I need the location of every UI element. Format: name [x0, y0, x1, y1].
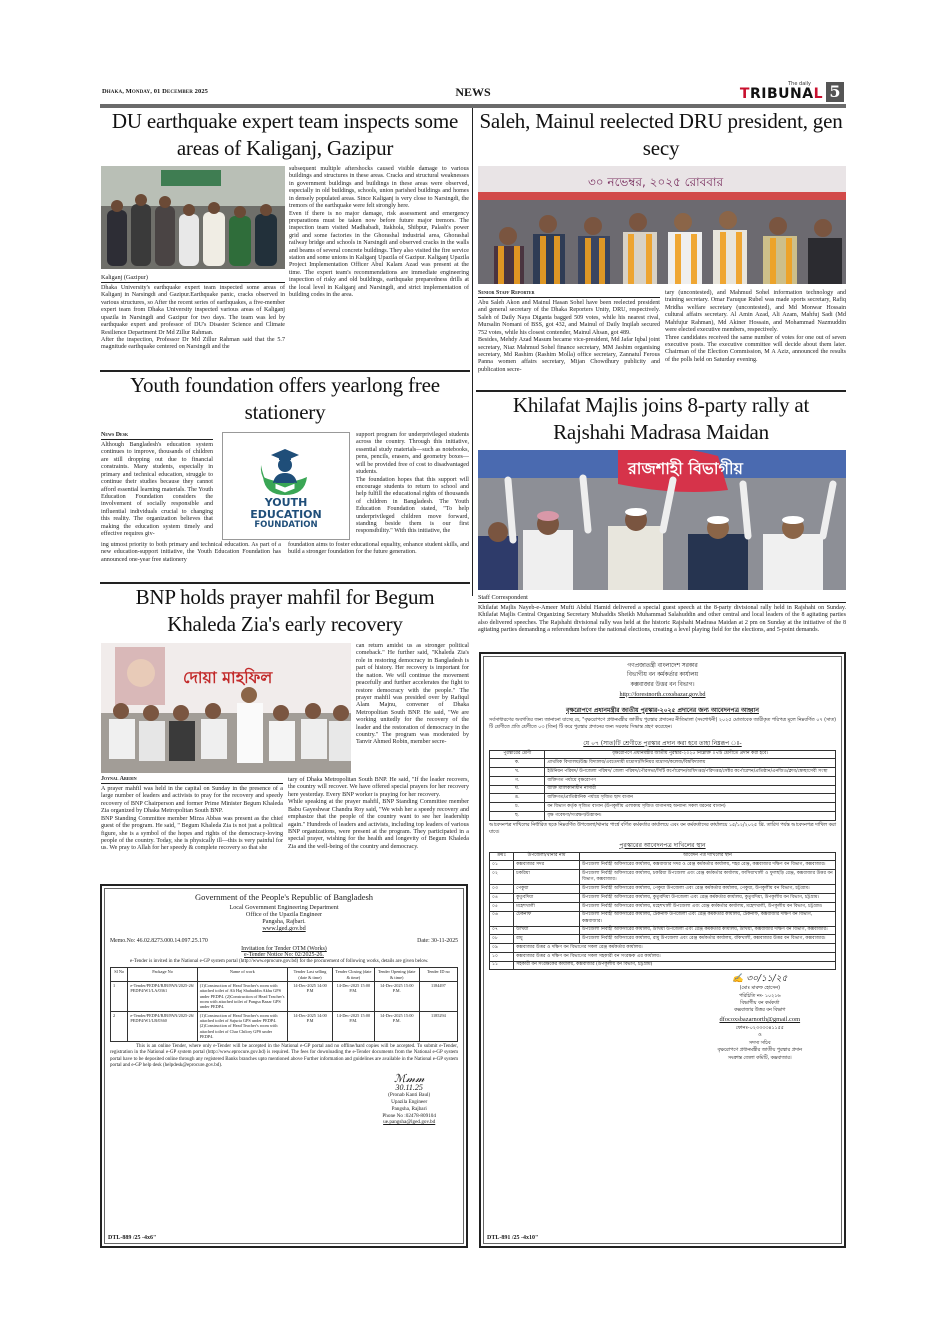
- table-row: [111, 1011, 458, 1041]
- table-cell: ব্যক্তি মালিকানাধীন নার্সারী: [545, 785, 836, 794]
- youth-col2-bottom: [288, 542, 469, 557]
- headline: Saleh, Mainul reelected DRU president, gen secy: [479, 109, 843, 161]
- signatory-id: পরিচিতি নং- ১০২১৬: [739, 993, 781, 999]
- bnp-col2-bottom: [288, 777, 469, 851]
- paragraph: A prayer mahfil was held in the capital on Sunday in the presence of a large number of leaders and activists to pray for the recovery and speedy recovery of BNP Chairperson and former Prime Minister Begum Khaleda Zia organized by Dhaka Metropolitan South BNP.: [101, 786, 283, 815]
- table-cell: ০২: [490, 870, 514, 885]
- signatory-email[interactable]: ue.pangsha@lged.gov.bd: [383, 1119, 436, 1126]
- table-cell: 14-Dec-2025 15:00 P.M.: [333, 981, 375, 1011]
- byline: News Desk: [101, 432, 213, 440]
- photo-khilafat-image: [478, 450, 846, 590]
- article-youth-foundation: [100, 372, 470, 427]
- article-body: [478, 300, 660, 374]
- signatory-title: Upazila Engineer: [391, 1099, 428, 1106]
- paragraph: Abu Saleh Akon and Mainul Hasan Sohel have been reelected president and general secretary of the Dhaka Reporters Unity, DRU, respectively. Saleh of Daily Naya Diganta bagged 509 votes, while his nearest rival, Mursalin Nomani of BSS, got 432, and Mainul of Daily Inqilab secured 752 votes, while his closest contender, Mainul Ahsan, got 489.: [478, 300, 660, 336]
- signature-date: 30.11.25: [395, 1082, 423, 1092]
- table-body: [111, 981, 458, 1041]
- column-header: পুরস্কারের শ্রেণী: [490, 750, 545, 759]
- photo-bnp-mahfil: [101, 643, 351, 773]
- photo-dru-image: [478, 166, 846, 284]
- table-cell: চ.: [490, 803, 545, 812]
- ad-memo-row: [110, 938, 458, 944]
- youth-education-foundation-logo: [222, 432, 350, 540]
- places-table: [489, 852, 836, 971]
- photo-du-team-image: [101, 166, 285, 269]
- photo-bnp-image: [101, 643, 351, 773]
- signature-line: [718, 974, 802, 985]
- ad-website-link[interactable]: http://forestnorth.coxsbazar.gov.bd: [619, 690, 706, 698]
- paragraph: tary of Dhaka Metropolitan South BNP. He said, "If the leader recovers, the country will recover. We have offered special prayers for her recovery here yesterday. Every BNP worker is praying for her recovery.: [288, 777, 469, 798]
- photo-caption: Kaliganj (Gazipur): [101, 274, 285, 283]
- headline: DU earthquake expert team inspects some areas of Kaliganj, Gazipur: [111, 109, 459, 161]
- table-cell: ০৩: [490, 885, 514, 894]
- signature-date: ৩০/১১/২৫: [746, 974, 788, 985]
- committee-line: বৃক্ষরোপণে প্রধানমন্ত্রীর জাতীয় পুরস্কার প্রদান: [717, 1048, 802, 1054]
- banner-text: দোয়া মাহফিল: [183, 668, 273, 687]
- bnp-col1: [101, 776, 283, 853]
- article-khilafat: [476, 392, 846, 447]
- table-cell: e-Tender/PEDP4/RJB/PAN/2025-26/PEDP4/W1/LA/0361: [128, 981, 197, 1011]
- logo-letter-t: T: [739, 86, 750, 102]
- tender-title: Invitation for Tender OTM (Works): [241, 946, 327, 952]
- table-cell: ঘ.: [490, 785, 545, 794]
- ad-org: Pangsha, Rajbari.: [262, 918, 306, 925]
- signatory-office: কক্সবাজার উত্তর বন বিভাগ: [734, 1008, 786, 1014]
- ad-org: Office of the Upazila Engineer: [245, 911, 323, 918]
- ad-org: গণপ্রজাতন্ত্রী বাংলাদেশ সরকার: [627, 663, 698, 669]
- youth-col2: [356, 432, 469, 536]
- ad-forest-award: [479, 652, 846, 1248]
- table-row: [490, 911, 836, 926]
- table-cell: উপজেলা নির্বাহী অফিসারের কার্যালয়, রামু উপজেলা এবং রেঞ্জ কর্মকর্তার কার্যালয়, বাঁকখালী, কক্সবাজার উত্তর বন বিভাগ, কক্সবাজার।: [579, 935, 835, 944]
- table-cell: ০৬: [490, 911, 514, 926]
- logo-stack: [740, 82, 823, 102]
- table-cell: ঙ.: [490, 794, 545, 803]
- table-row: [490, 776, 836, 785]
- table-cell: 14-Dec-2025 15:00 P.M.: [333, 1011, 375, 1041]
- table-row: [490, 759, 836, 768]
- categories-title: যে ০৭ (সাত)টি শ্রেণীতে পুরস্কার প্রদান করা হবে তাহা নিম্নরূপ ঃ-: [583, 739, 742, 747]
- table-cell: ১১: [490, 961, 514, 970]
- table-row: [490, 926, 836, 935]
- tender-notice-no: e-Tender Notice No: 02/2025-26.: [244, 952, 324, 958]
- table-row: [490, 944, 836, 953]
- table-cell: 1184497: [419, 981, 457, 1011]
- table-row: [490, 803, 836, 812]
- headline: BNP holds prayer mahfil for Begum Khaleda Zia's early recovery: [135, 585, 435, 637]
- table-row: [490, 893, 836, 902]
- table-cell: ০৭: [490, 926, 514, 935]
- paragraph: The foundation hopes that this support will encourage students to return to school and help fulfill the educational rights of thousands of children in Bangladesh. The Youth Education Foundation stated, "To help underprivileged children move forward, standing beside them is our first responsibility." With this initiative, the: [356, 476, 469, 535]
- column-header: বৃক্ষরোপণে প্রধানমন্ত্রীর জাতীয় পুরস্কার-২০২৫ নিম্নোক্ত ০৭টি শ্রেণীতে প্রদান করা হবে।: [545, 750, 836, 759]
- masthead: [100, 80, 846, 104]
- column-divider: [472, 108, 473, 596]
- table-cell: উপজেলা নির্বাহী অফিসারের কার্যালয়, চকরিয়া উপজেলা এবং রেঞ্জ কর্মকর্তার কার্যালয়, ফাসিয়াখালী ও ফুলছড়ি রেঞ্জ, কক্সবাজার উত্তর বন বিভাগ, কক্সবাজার।: [579, 870, 835, 885]
- table-cell: 14-Dec-2025 15:00 P.M.: [374, 1011, 419, 1041]
- youth-col1: [101, 432, 213, 538]
- table-cell: ১০: [490, 952, 514, 961]
- article-body: [289, 166, 469, 300]
- table-row: [490, 952, 836, 961]
- table-row: [490, 885, 836, 894]
- signature-scribble: ✍: [732, 974, 747, 985]
- table-cell: ০৪: [490, 893, 514, 902]
- dru-col2: [665, 290, 846, 364]
- table-cell: কক্সবাজার সদর: [514, 861, 580, 870]
- article-body: [101, 285, 285, 352]
- article-body: Although Bangladesh's education system continues to improve, thousands of children are still dropping out due to financial constraints. Many students, especially in primary and technical education, struggle to continue their studies because they cannot afford essential learning materials. The Youth Education Foundation considers the involvement of socially responsible and influential individuals crucial to changing this reality. The organization believes that making the education system timely and effective requires giv-: [101, 442, 213, 538]
- column-header: উপজেলা/থানার নাম: [514, 852, 580, 861]
- signature-block: [718, 974, 802, 1062]
- paragraph: BNP Standing Committee member Mirza Abbas was present as the chief guest of the program. He said, " Begum Khaleda Zia is not just a political figure, she is a symbol of the hopes and rights of the democracy-loving people of the country. Today, she is physically ill—this is very painful for us. We pray to Allah for her speedy & complete recovery so that she: [101, 815, 283, 852]
- table-cell: 14-Dec-2025 14:00 P.M: [287, 1011, 332, 1041]
- table-row: [490, 902, 836, 911]
- logo-wordmark: [740, 87, 823, 102]
- table-cell: উপজেলা নির্বাহী অফিসারের কার্যালয়, টেকনাফ উপজেলা এবং রেঞ্জ কর্মকর্তার কার্যালয়, টেকনাফ, কক্সবাজার দক্ষিণ বন বিভাগ, কক্সবাজার।: [579, 911, 835, 926]
- article-du-earthquake: [100, 108, 470, 163]
- article-body: [101, 786, 283, 853]
- ad-org: Local Government Engineering Department: [229, 904, 339, 911]
- table-cell: (1)Construction of Head Teacher's room with attached toilet of Ali Haj Shahuddin Akhu GPS under PEDP4. (2)Construction of Head Teacher's room with attached toilet of Pangsa Bazar GPS under PEDP4.: [197, 981, 287, 1011]
- table-body: [490, 861, 836, 970]
- column-header: আবেদন পত্র দাখিলের স্থান: [579, 852, 835, 861]
- table-body: [490, 759, 836, 820]
- table-cell: (1)Construction of Head Teacher's room with attached toilet of Sajuria GPS under PEDP4. (2)Construction of Head Teacher's room with attached toilet of Char Chilory GPS under PEDP4.: [197, 1011, 287, 1041]
- tender-table: [110, 967, 458, 1041]
- signatory-place: Pangsha, Rajbari: [391, 1105, 427, 1112]
- headline: Youth foundation offers yearlong free stationery: [130, 373, 440, 425]
- byline: Senior Staff Reporter: [478, 290, 660, 298]
- categories-table: [489, 750, 836, 821]
- headline: Khilafat Majlis joins 8-party rally at Rajshahi Madrasa Maidan: [512, 393, 810, 445]
- photo-du-team: [101, 166, 285, 269]
- signatory-title: বিভাগীয় বন কর্মকর্তা: [740, 1001, 780, 1007]
- table-cell: প্রাথমিক বিদ্যালয়/উচ্চ বিদ্যালয়/এবতেদায়ী মাদ্রাসা/সিনিয়র মাদ্রাসা/কলেজ/বিশ্ববিদ্যালয়: [545, 759, 836, 768]
- table-cell: উপজেলা নির্বাহী অফিসারের কার্যালয়, কক্সবাজার সদর ও রেঞ্জ কর্মকর্তার কার্যালয়, শহর রেঞ্জ, কক্সবাজার দক্ষিণ বন বিভাগ, কক্সবাজার।: [579, 861, 835, 870]
- section-title: NEWS: [455, 85, 491, 99]
- paragraph: subsequent multiple aftershocks caused visible damage to various buildings and structures in these areas. Cracks and structural weaknesses in government buildings and buildings in these areas were observed, especially in old buildings, schools, union parished buildings and homes in densely populated areas. Since Kaliganj is very close to Narsingdi, the tremors of the earthquake were felt strongly here.: [289, 166, 469, 210]
- du-col1: [101, 274, 285, 352]
- table-cell: e-Tender/PEDP4/RJB/PAN/2025-26/PEDP4/W1/LB/0360: [128, 1011, 197, 1041]
- newspaper-page: [100, 80, 846, 1241]
- ad-content: [489, 662, 836, 1232]
- logo-line: YOUTH: [264, 496, 308, 509]
- article-dru: [476, 108, 846, 163]
- column-header: Tender Closing (date & time): [333, 968, 375, 982]
- table-cell: উখিয়া: [514, 926, 580, 935]
- article-body: [665, 290, 846, 364]
- signatory-name: (মোঃ মারুফ হোসেন): [739, 986, 780, 992]
- table-row: [490, 870, 836, 885]
- table-cell: ছ.: [490, 812, 545, 821]
- signatory-phone: Phone No :02478-809104: [382, 1112, 436, 1119]
- ad-org: বিভাগীয় বন কর্মকর্তার কার্যালয়: [626, 672, 698, 679]
- table-cell: উপজেলা নির্বাহী অফিসারের কার্যালয়, পেকুয়া উপজেলা এবং রেঞ্জ কর্মকর্তার কার্যালয়, পেকুয়া, উপকূলীয় বন বিভাগ, চট্টগ্রাম।: [579, 885, 835, 894]
- page-number: 5: [826, 82, 844, 102]
- signatory-role: সদস্য সচিব: [748, 1040, 771, 1046]
- table-cell: গ.: [490, 776, 545, 785]
- table-cell: ০১: [490, 861, 514, 870]
- table-cell: বৃক্ষ গবেষণা/সংরক্ষণ/উদ্ভাবন।: [545, 812, 836, 821]
- table-cell: সহকারী বন সংরক্ষকের কার্যালয়, কক্সবাজার (উপকূলীয় বন বিভাগ, চট্টগ্রাম): [514, 961, 836, 970]
- table-cell: ব্যক্তিগত পর্যায়ে বৃক্ষরোপণ: [545, 776, 836, 785]
- article-body: can return amidst us as stronger political comeback." He further said, "Khaleda Zia's role in restoring democracy in Bangladesh is part of history. Her recovery is important for the nation. We will continue the movement peacefully and further accelerates the fight to restore democracy with the people." The prayer mahfil was presided over by Rafiqul Alam Majnu, convener of Dhaka Metropolitan South BNP. He said, "We are working unitedly for the recovery of the leader and the restoration of democracy in the country." The program was moderated by Tanvir Ahmed Robin, member secre-: [356, 643, 469, 746]
- table-cell: মহেশখালী: [514, 902, 580, 911]
- ad-content: [110, 892, 458, 1232]
- ad-intro: সর্বসাধারণের অবগতির জন্য জানানো যাচ্ছে যে, "বৃক্ষরোপণে প্রধানমন্ত্রীর জাতীয় পুরস্কার প্রদানের নীতিমালা (সংশোধনী) ২০২৫ মোতাবেক জারীকৃত পরিপত্র মূলে নিম্নবর্ণিত ০৭ (সাত) টি শ্রেণীতে প্রতি শ্রেণীতে ০৩ (তিন) টি করে পুরস্কার প্রদানের জন্য সরকার সিদ্ধান্ত গ্রহণ করেছেন।: [489, 717, 836, 731]
- table-cell: ইউনিয়ন পরিষদ/ উপজেলা পরিষদ/ জেলা পরিষদ/পৌরসভা/সিটি কর্পোরেশন/অধিদপ্তর/পরিদপ্তর/সেক্টর কর্পোরেশন/প্রতিষ্ঠান/এনজিও/ক্লাব/স্বেচ্ছাসেবী সংস্থা: [545, 768, 836, 777]
- byline: Joynal Abedin: [101, 776, 283, 784]
- paragraph: Besides, Mehdy Azad Masum became vice-president, Md Jafar Iqbal joint secretary, Niaz Mahmud Sohel finance secretary, MM Jashim organising secretary, Md Rashim (Rashim Molla) office secretary, Zannatul Ferous Panna women affairs secretary, Mijan Chowdhury publicity and publication secre-: [478, 337, 660, 373]
- logo-prefix: The daily: [788, 81, 811, 87]
- byline: Staff Correspondent: [478, 594, 846, 603]
- tender-intro: e-Tender is invited in the National e-GP system portal (http://www.eprocure.gov.bd) for the procurement of following works, details are given below.: [130, 959, 429, 964]
- deadline-text: আবেদনপত্র দাখিলের নির্ধারিত ছকে নিম্নবর্ণিত উপজেলা/থানার পার্শ্বে বর্ণিত কর্মকর্তার কার্যালয়ে এবং বন কর্মকর্তাদের কার্যালয়ে ১৫/১২/২০২৫ খ্রি. তারিখ পর্যন্ত আবেদনপত্র দাখিল করা যাবে।: [489, 822, 836, 836]
- signatory-phone: ফোনঃ-০২৩৩৩৩৪১১৫৫: [735, 1025, 784, 1031]
- memo-date: Date: 30-11-2025: [417, 938, 458, 944]
- table-header-row: [111, 968, 458, 982]
- signatory-conjunction: ও: [758, 1033, 762, 1039]
- ad-title: বৃক্ষরোপণে প্রধানমন্ত্রীর জাতীয় পুরস্কার-২০২৫ প্রদানের জন্য আবেদনপত্র আহ্বান: [566, 706, 759, 714]
- table-cell: বন বিভাগ কর্তৃক সৃজিত বাগান (উপকূলীয় এলাকায় সৃজিত বাগানসহ অন্যান্য সকল ধরনের বাগান): [545, 803, 836, 812]
- ad-website-link[interactable]: www.lged.gov.bd: [262, 925, 306, 932]
- signature-block: [382, 1073, 436, 1127]
- table-cell: খ.: [490, 768, 545, 777]
- table-row: [490, 935, 836, 944]
- banner-text: ৩০ নভেম্বর, ২০২৫ রোববার: [588, 175, 724, 189]
- table-cell: টেকনাফ: [514, 911, 580, 926]
- table-cell: উপজেলা নির্বাহী অফিসারের কার্যালয়, কুতুবদিয়া উপজেলা এবং রেঞ্জ কর্মকর্তার কার্যালয়, কুতুবদিয়া, উপকূলীয় বন বিভাগ, চট্টগ্রাম।: [579, 893, 835, 902]
- table-cell: ০৯: [490, 944, 514, 953]
- du-col2: [289, 166, 469, 300]
- article-body: [288, 777, 469, 851]
- paragraph: tary (uncontested), and Mahmud Sohel information technology and training secretary. Omar Faruque Rubel was made sports secretary, Rafiq Mridha welfare secretary (uncontested), and Md Monwar Hossain cultural affairs secretary. Al Amin Azad, Ali Azam, Mahfuj Sadi (Md Mahfujur Rahman), Md Akiner Hossain, and Mohammad Nazmuddin were elected executive members, respectively.: [665, 290, 846, 334]
- table-cell: 14-Dec-2025 15:00 P.M.: [374, 981, 419, 1011]
- table-cell: ব্যক্তিগত/প্রাতিষ্ঠানিক পর্যায়ে সৃজিত ছাদ বাগান: [545, 794, 836, 803]
- logo-letter-l: L: [813, 86, 823, 102]
- table-cell: 1: [111, 981, 128, 1011]
- logo-line: EDUCATION: [250, 508, 322, 522]
- table-cell: রামু: [514, 935, 580, 944]
- logo-letters: RIBUNA: [749, 86, 814, 102]
- ad-code: DTL-891 /25 -4x10": [487, 1235, 539, 1241]
- table-cell: 1185294: [419, 1011, 457, 1041]
- article-bnp: [100, 584, 470, 639]
- places-title: পুরস্কারের আবেদনপত্র দাখিলের স্থান: [619, 841, 706, 849]
- table-cell: কক্সবাজার উত্তর ও দক্ষিণ বন বিভাগের সকল রেঞ্জ কর্মকর্তার কার্যালয়।: [514, 944, 836, 953]
- column-header: Name of work: [197, 968, 287, 982]
- ad-code: DTL-889 /25 -4x6": [108, 1235, 157, 1241]
- column-header: Package No: [128, 968, 197, 982]
- table-cell: ০৫: [490, 902, 514, 911]
- column-header: Tender Last selling (date & time): [287, 968, 332, 982]
- table-cell: পেকুয়া: [514, 885, 580, 894]
- photo-dru: [478, 166, 846, 284]
- signatory-name: (Pronab Kanti Baul): [388, 1092, 431, 1099]
- paragraph: Three candidates received the same number of votes for one out of seven executive posts. The executive committee will decide about them later. Chairman of the Election Commission, M A Aziz, announced the results of the polls held on Saturday evening.: [665, 334, 846, 363]
- ad-lged-tender: [100, 884, 468, 1248]
- table-row: [111, 981, 458, 1011]
- bnp-col2-top: [356, 643, 469, 747]
- paragraph: After the inspection, Professor Dr Md Zillur Rahman said that the 5.7 magnitude earthquake centered on Narsingdi and the: [101, 336, 285, 351]
- article-body: foundation aims to foster educational equality, enhance student skills, and build a stronger foundation for the future generation.: [288, 542, 469, 556]
- table-cell: কক্সবাজার উত্তর ও দক্ষিণ বন বিভাগের সকল সহকারী বন সংরক্ষক এর কার্যালয়।: [514, 952, 836, 961]
- khilafat-body: [478, 594, 846, 635]
- photo-khilafat-rally: [478, 450, 846, 590]
- column-header: Sl No: [111, 968, 128, 982]
- column-header: Tender Opening (date & time): [374, 968, 419, 982]
- banner-text: রাজশাহী বিভাগীয়: [628, 459, 743, 478]
- table-row: [490, 785, 836, 794]
- table-cell: ক.: [490, 759, 545, 768]
- column-header: Tender ID no: [419, 968, 457, 982]
- column-header: ক্রমঃ: [490, 852, 514, 861]
- article-body: ing utmost priority to both primary and technical education. As part of a new education-support initiative, the Youth Education Foundation has announced one-year free stationery: [101, 542, 281, 563]
- table-cell: উপজেলা নির্বাহী অফিসারের কার্যালয়, উখিয়া উপজেলা এবং রেঞ্জ কর্মকর্তার কার্যালয়, উখিয়া, কক্সবাজার দক্ষিণ বন বিভাগ, কক্সবাজার।: [579, 926, 835, 935]
- ad-org: কক্সবাজার উত্তর বন বিভাগ।: [630, 681, 695, 688]
- paragraph: While speaking at the prayer mahfil, BNP Standing Committee member Babu Gayeshwar Chandra Roy said, "We wish her a speedy recovery and emphasize that the people of the country want to see her leadership again." Hundreds of leaders and activists, including top leaders of various BNP organizations, were present at the program. They participated in a special prayer, wishing for the health and longevity of Begum Khaleda Zia and the well-being of the country and democracy.: [288, 799, 469, 850]
- committee-line: সংক্রান্ত জেলা কমিটি, কক্সবাজার।: [727, 1055, 792, 1061]
- table-row: [490, 812, 836, 821]
- table-row: [490, 794, 836, 803]
- table-cell: চকরিয়া: [514, 870, 580, 885]
- table-row: [490, 768, 836, 777]
- paragraph: Even if there is no major damage, risk assessment and emergency preparations must be taken now before future major tremors. The inspection team visited Madhabadi, Itakhola, Shibpur, Palash's power grid and some factories in the Ghorashal industrial area, Ghorashal railway bridge and schools in Narsingdi and observed cracks in the walls and beams of several concrete buildings. They also visited the fire service station and some unions in Kaliganj Upazila of Gazipur. Kaliganj Upazila Project Implementation Officer Abul Kalam Azad was present at the time. The expert team's recommendations are immediate engineering inspection of risky and old buildings, earthquake preparedness drills at the local level in Kaliganj and Narsingdi, and strict implementation of building codes in the area.: [289, 210, 469, 299]
- logo-line: FOUNDATION: [254, 520, 318, 531]
- signature-scribble: ℳ𝓂𝓂: [393, 1071, 425, 1085]
- article-body: Khilafat Majlis Nayeb-e-Ameer Mufti Abdul Hamid delivered a special guest speech at the 8-party divisional rally held in Rajshahi on Sunday. Khilafat Majlis Central Organizing Secretary Muhaddis Sheikh Muhammad Salahuddin and other central and local leaders of the 8 agitating parties also delivered speeches. The Rajshahi divisional rally was held at the historic Rajshahi Madrasa Maidan at 2 pm on Sunday at the initiative of the 8 agitating parties demanding a referendum before the national elections, creating a level playing field for the elections, and 5-point demands.: [478, 605, 846, 634]
- graduate-book-icon: [223, 437, 348, 499]
- table-cell: ০৮: [490, 935, 514, 944]
- paragraph: support program for underprivileged students across the country. Through this initiative, essential study materials—such as notebooks, pens, pencils, erasers, and geometry boxes—will be provided free of cost to disadvantaged students.: [356, 432, 469, 476]
- table-cell: 2: [111, 1011, 128, 1041]
- memo-number: Memo.No: 46.02.8273.000.14.097.25.170: [110, 938, 208, 944]
- table-cell: কুতুবদিয়া: [514, 893, 580, 902]
- table-cell: উপজেলা নির্বাহী অফিসারের কার্যালয়, মহেশখালী উপজেলা এবং রেঞ্জ কর্মকর্তার কার্যালয়, মহেশখালী, উপকূলীয় বন বিভাগ, চট্টগ্রাম।: [579, 902, 835, 911]
- dateline: Dhaka, Monday, 01 December 2025: [102, 88, 209, 95]
- youth-col1-bottom: [101, 542, 281, 564]
- dru-col1: [478, 290, 660, 374]
- paragraph: Dhaka University's earthquake expert team inspected some areas of Kaliganj in Narsingdi and Gazipur.Earthquake panic, cracks observed in various structures, so After the recent series of earthquakes, a five-member expert team from Dhaka University inspected various areas of Kaliganj upazila in Narsingdi and Gazipur for two days. The team was led by earthquake expert and professor of DU's Disaster Science and Climate Resilience Department Dr Md Zillur Rahman.: [101, 285, 285, 336]
- table-row: [490, 861, 836, 870]
- tribunal-logo: [740, 82, 844, 102]
- logo-text: [223, 497, 349, 531]
- table-row: [490, 961, 836, 970]
- ad-org: Government of the People's Republic of Bangladesh: [194, 892, 374, 902]
- signatory-email[interactable]: dfocoxsbazarnorth@gmail.com: [719, 1015, 801, 1023]
- table-cell: 14-Dec-2025 14:00 P.M: [287, 981, 332, 1011]
- article-body: [356, 432, 469, 536]
- tender-footer-text: This is an online Tender, where only e-Tender will be accepted in the National e-GP portal and no offline/hard copies will be accepted. To submit e-Tender, registration in the National e-GP system portal (http://www.eprocure.gov.bd) is required. The fees for downloading the e-Tender documents from the National e-GP system portal have to be deposited online through any registered Banks branches upto mentioned above Further information and guidelines are available in the National e-GP system portal and e-GP help desk (helpdesk@eprocure.gov.bd).: [110, 1043, 458, 1069]
